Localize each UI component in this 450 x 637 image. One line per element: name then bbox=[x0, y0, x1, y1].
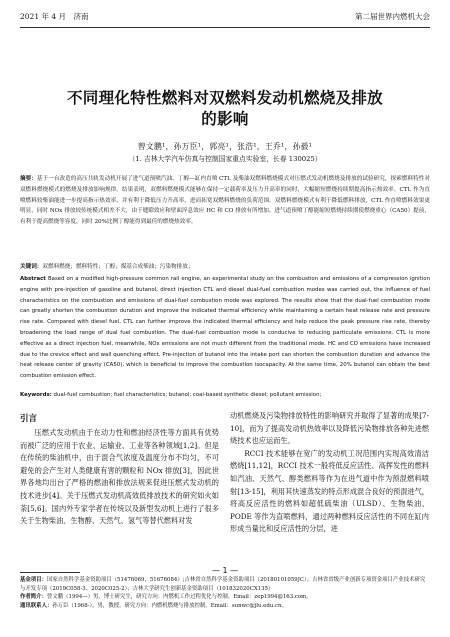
affiliation: （1. 吉林大学汽车仿真与控制国家重点实验室，长春 130025） bbox=[128, 155, 322, 163]
keywords-english bbox=[20, 390, 430, 401]
funding-text: 国家自然科学基金资助项目（51476069，51676084）;吉林省自然科学基金资助项目（20180101059JC）；吉林省省级产业创新专项资金项目产业技术研究与开发专项（2019C058-3、2020C025-2）；吉林大学研究生创新基金资助项目（101832020CX135） bbox=[20, 577, 426, 592]
title-line-2: 的影响 bbox=[201, 110, 249, 128]
abstract-english bbox=[20, 274, 430, 382]
funding-label: 基金项目： bbox=[20, 577, 47, 583]
intro-paragraph-2: RCCI 技术能够在宽广的发动机工况范围内实现高效清洁燃烧[11,12]，RCCI 技术一般将低反应活性、高挥发性的燃料如汽油、天然气、醇类燃料等作为在进气道中作为预混燃料喷射[13-15]，利用其快速蒸发的特点形成混合良好的预混进气，将高反应活性的燃料如超低硫柴油（ULSD）、生物柴油、PODE 等作为直喷燃料，通过两种燃料反应活性的不同在缸内形成当量比和反应活性的分层，进 bbox=[230, 448, 429, 534]
paper-title bbox=[30, 88, 420, 130]
header-rule bbox=[20, 27, 430, 28]
footnote-funding bbox=[20, 576, 430, 593]
abstract-chinese bbox=[20, 174, 430, 228]
footnote-rule bbox=[20, 572, 80, 573]
page-number: — 1 — bbox=[211, 566, 239, 575]
corresponding-text: 孙万臣（1968-），男，教授，研究方向：内燃机燃烧与排放控制。Email：sunwc@jlu.edu.cn。 bbox=[52, 602, 287, 609]
running-header bbox=[20, 10, 430, 24]
keywords-en-label: Keywords: bbox=[20, 392, 52, 398]
abstract-en-label: Abstract bbox=[20, 276, 46, 282]
corresponding-label: 通讯联系人： bbox=[20, 602, 53, 609]
abstract-cn-label: 摘要： bbox=[20, 176, 37, 182]
abstract-cn-text: 基于一台改造的高压共轨发动机开展了进气道预喷汽油、丁醇—缸内直喷 CTL 及柴油双燃料燃烧模式对压燃式发动机燃烧及排放的试验研究，探索燃料特性对双燃料燃烧模式的燃烧及排放影响规律。结果表明，双燃料燃烧模式能够在保持一定载荷率及压力升高率的同时，大幅缩短燃烧持续期提高指示热效率。CTL 作为直喷燃料较柴油能进一步提高指示热效率，并有利于降低压力升高率，进而拓宽双燃料燃烧的负荷范围。双燃料燃烧模式有利于降低燃料排放，CTL 作直喷燃料效果更明显，同时 NOx 排放较传统模式相差不大，由于缝隙效应和壁面淬息效应 HC 和 CO 排放有所增加。进气道预喷丁醇能缩短燃烧持续期使燃烧重心（CA50）提前，有利于提高燃烧等容度，同时 20%比例丁醇能得到最佳的燃烧热效率。 bbox=[20, 176, 430, 226]
body-column-left bbox=[20, 413, 219, 528]
keywords-en-text: dual-fuel combustion; fuel characteristics; butanol; coal-based synthetic diesel; pollutant emission; bbox=[53, 392, 322, 398]
keywords-cn-label: 关键词： bbox=[20, 264, 43, 270]
intro-paragraph-1: 压燃式发动机由于在动力性和燃油经济性等方面具有优势而被广泛的应用于农业、运输业、工业等各种领域[1,2]。但是在传统的柴油机中，由于混合气浓度及温度分布不均匀，不可避免的会产生对人类健康有害的颗粒和 NOx 排放[3]，因此世界各地均出台了严格的燃油和排放法规来促进压燃式发动机的技术进步[4]。关于压燃式发动机高效低排放技术的研究如火如荼[5,6]。国内外专家学者在传统以及新型发动机上进行了很多关于生物柴油、生物醇、天然气、氢气等替代燃料对发 bbox=[20, 428, 219, 526]
author-bio-text: 曾文鹏（1994—）男，博士研究生，研究方向：内燃机工作过程优化与控制。Email：zep1994@163.com。 bbox=[46, 594, 312, 601]
footnote-corresponding-author bbox=[20, 602, 430, 611]
header-conference: 第二届世界内燃机大会 bbox=[355, 12, 430, 21]
body-column-right bbox=[230, 410, 429, 536]
keywords-chinese bbox=[20, 262, 430, 273]
keywords-cn-text: 双燃料燃烧；燃料特性；丁醇；煤基合成柴油；污染物排放； bbox=[42, 264, 194, 270]
footnote-author-bio bbox=[20, 593, 430, 602]
author-list: 曾文鹏¹，孙万臣¹，郭亮¹，张浩¹，王乔¹，孙毅¹ bbox=[137, 142, 313, 151]
intro-paragraph-1-continued: 动机燃烧及污染物排放特性的影响研究并取得了显著的成果[7-10]，而为了提高发动机热效率以及降低污染物排放各种先进燃烧技术也应运而生。 bbox=[230, 411, 429, 446]
footnotes bbox=[20, 576, 430, 610]
title-line-1: 不同理化特性燃料对双燃料发动机燃烧及排放 bbox=[66, 89, 383, 107]
abstract-en-text: Based on a modified high-pressure common rail engine, an experimental study on the combustion and emissions of a compression ignition engine with pre-injection of gasoline and butanol, direct injection CTL and diesel dual-fuel combustion modes was carried out, the influence of fuel characteristics on the combustion and emissions of dual-fuel combustion mode was explored. The results show that the dual-fuel combustion mode can greatly shorten the combustion duration and improve the indicated thermal efficiency while maintaining a certain heat release rate and pressure rise rate. Compared with diesel fuel, CTL can further improve the indicated thermal efficiency and help reduce the peak pressure rise rate, thereby broadening the load range of dual fuel combustion. The dual-fuel combustion mode is conducive to reducing particulate emissions. CTL is more effective as a direct injection fuel, meanwhile, NOx emissions are not much different from the traditional mode. HC and CO emissions have increased due to the crevice effect and wall quenching effect. Pre-injection of butanol into the intake port can shorten the combustion duration and advance the heat release center of gravity (CA50), which is beneficial to improve the combustion isocapacity. At the same time, 20% butanol can obtain the best combustion emission effect. bbox=[20, 276, 430, 380]
header-date-location: 2021 年 4 月 济南 bbox=[20, 12, 89, 21]
author-bio-label: 作者简介： bbox=[20, 594, 47, 601]
section-heading-introduction: 引言 bbox=[20, 414, 38, 424]
